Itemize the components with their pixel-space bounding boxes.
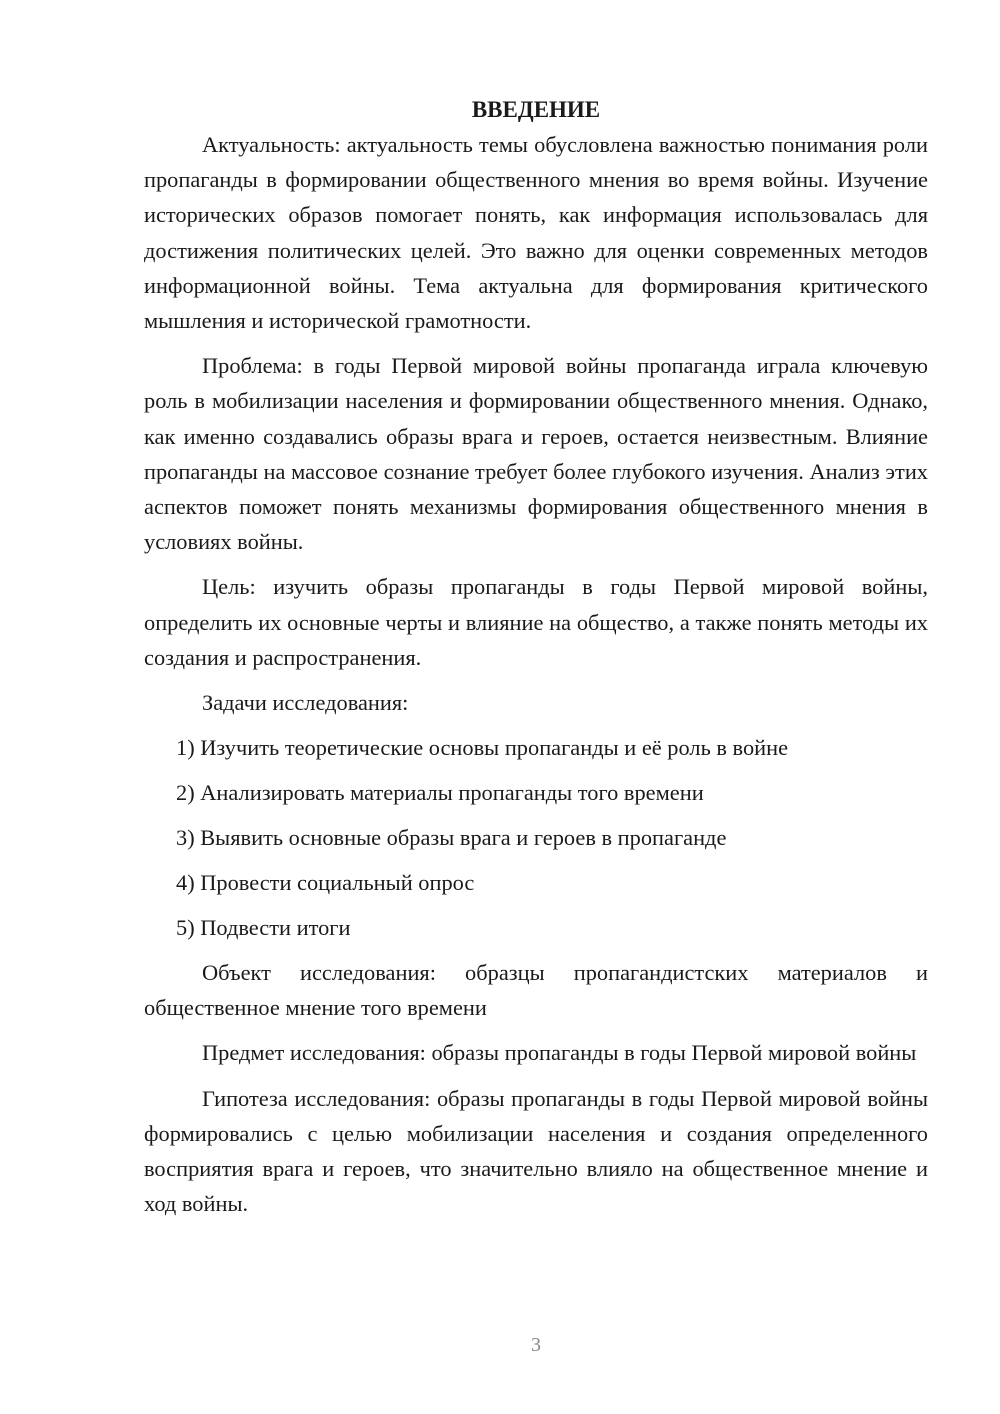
task-item: 2) Анализировать материалы пропаганды того времени	[176, 780, 704, 806]
tasks-list	[144, 730, 928, 945]
section-heading: ВВЕДЕНИЕ	[471, 97, 601, 122]
subject-paragraph: Предмет исследования: образы пропаганды в годы Первой мировой войны	[202, 1040, 917, 1066]
problem-paragraph: Проблема: в годы Первой мировой войны пропаганда играла ключевую роль в мобилизации населения и формировании общественного мнения. Однако, как именно создавались образы врага и героев, остается неизвестным. Влияние пропаганды на массовое сознание требует более глубокого изучения. Анализ этих аспектов поможет понять механизмы формирования общественного мнения в условиях войны.	[144, 353, 928, 555]
page-number: 3	[531, 1334, 541, 1356]
task-item: 1) Изучить теоретические основы пропаганды и её роль в войне	[176, 735, 789, 761]
task-item: 4) Провести социальный опрос	[176, 870, 475, 896]
page-content	[144, 92, 928, 1231]
relevance-paragraph: Актуальность: актуальность темы обусловлена важностью понимания роли пропаганды в формировании общественного мнения во время войны. Изучение исторических образов помогает понять, как информация использовалась для достижения политических целей. Это важно для оценки современных методов информационной войны. Тема актуальна для формирования критического мышления и исторической грамотности.	[144, 132, 928, 334]
object-paragraph: Объект исследования: образцы пропагандистских материалов и общественное мнение того времени	[144, 960, 928, 1021]
hypothesis-paragraph: Гипотеза исследования: образы пропаганды в годы Первой мировой войны формировались с целью мобилизации населения и создания определенного восприятия врага и героев, что значительно влияло на общественное мнение и ход войны.	[144, 1085, 928, 1217]
task-item: 5) Подвести итоги	[176, 915, 351, 941]
goal-paragraph: Цель: изучить образы пропаганды в годы Первой мировой войны, определить их основные черты и влияние на общество, а также понять методы их создания и распространения.	[144, 574, 928, 670]
task-item: 3) Выявить основные образы врага и героев в пропаганде	[176, 825, 727, 851]
tasks-title: Задачи исследования:	[202, 690, 409, 716]
